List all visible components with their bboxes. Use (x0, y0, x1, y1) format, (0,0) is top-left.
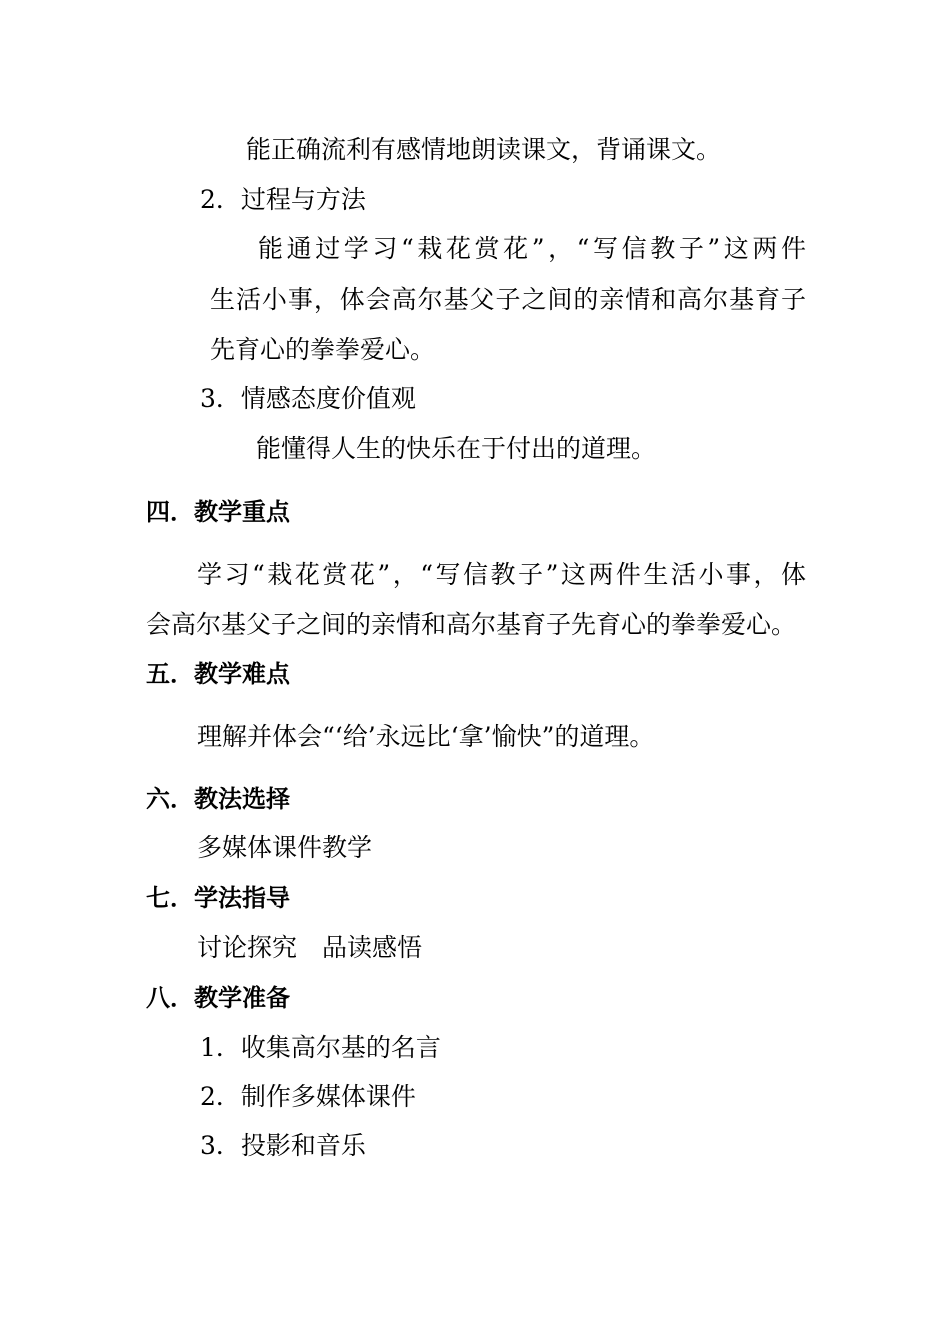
section-heading-key-points: 四．教学重点 (146, 498, 290, 526)
objective-1-text: 能正确流利有感情地朗读课文，背诵课文。 (246, 135, 722, 164)
difficulties-text: 理解并体会“‘给’永远比‘拿’愉快”的道理。 (197, 722, 655, 751)
objective-2-title: 2．过程与方法 (200, 185, 366, 214)
teaching-method-text: 多媒体课件教学 (197, 833, 373, 862)
section-heading-teaching-method: 六．教法选择 (146, 785, 290, 813)
objective-2-line: 先育心的拳拳爱心。 (210, 335, 436, 364)
objective-3-text: 能懂得人生的快乐在于付出的道理。 (256, 434, 657, 463)
section-heading-learning-guidance: 七．学法指导 (146, 884, 290, 912)
objective-3-title: 3．情感态度价值观 (200, 384, 416, 413)
objective-2-line: 生活小事，体会高尔基父子之间的亲情和高尔基育子 (210, 285, 806, 314)
section-heading-difficulties: 五．教学难点 (146, 660, 290, 688)
preparation-item: 1．收集高尔基的名言 (200, 1033, 441, 1062)
learning-guidance-text: 讨论探究 品读感悟 (197, 933, 423, 962)
objective-2-line: 能通过学习“栽花赏花”，“写信教子”这两件 (258, 234, 806, 263)
section-heading-preparation: 八．教学准备 (146, 984, 290, 1012)
preparation-item: 3．投影和音乐 (200, 1131, 366, 1160)
key-points-line: 会高尔基父子之间的亲情和高尔基育子先育心的拳拳爱心。 (146, 610, 797, 639)
key-points-line: 学习“栽花赏花”，“写信教子”这两件生活小事，体 (197, 560, 806, 589)
preparation-item: 2．制作多媒体课件 (200, 1082, 416, 1111)
